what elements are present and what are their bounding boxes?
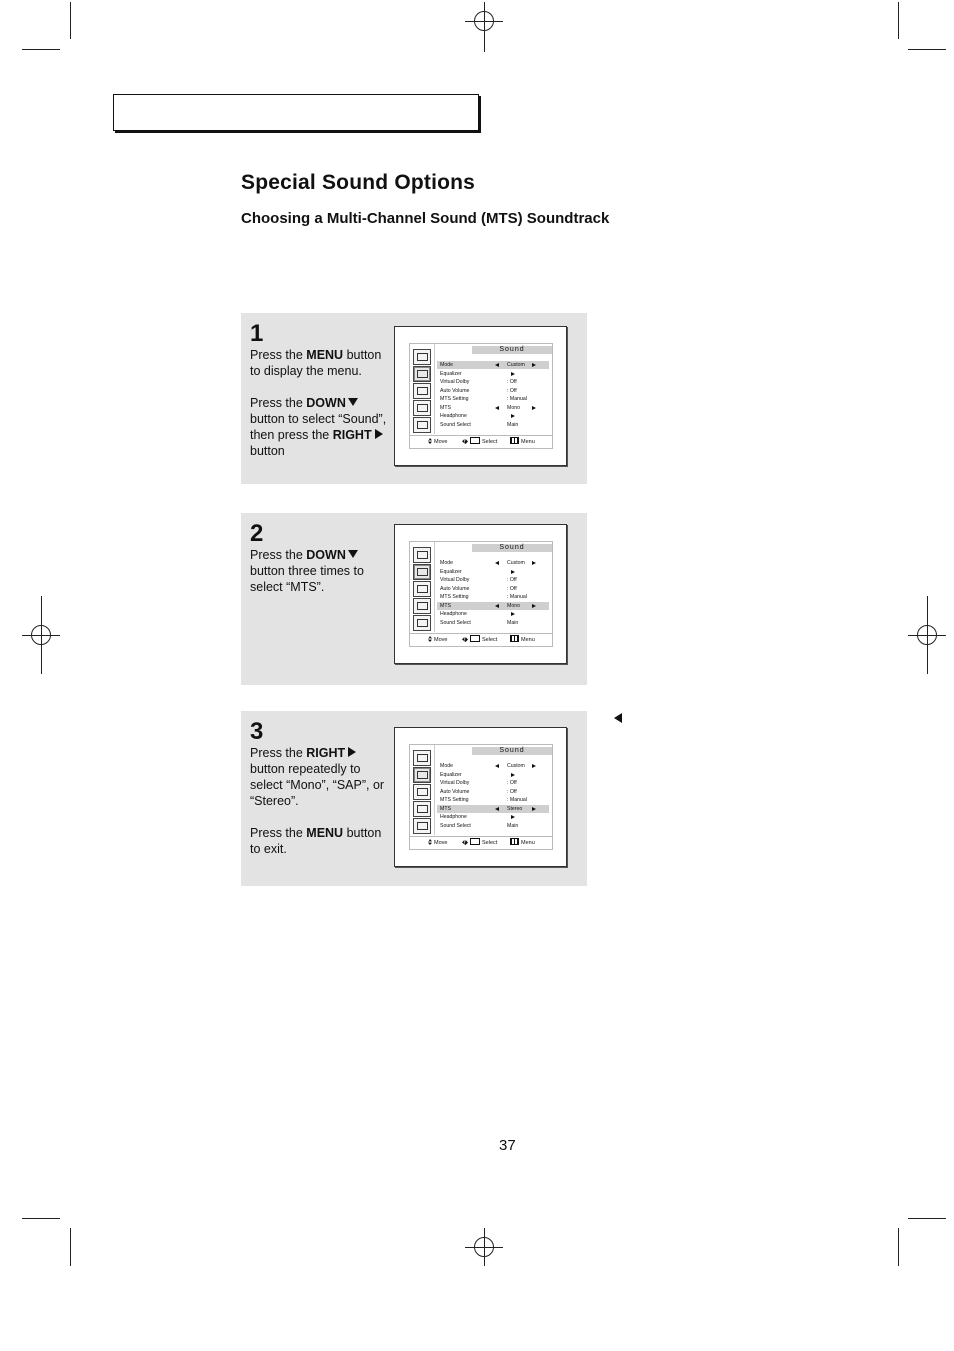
step-instructions: Press the DOWN button three times to select “MTS”. xyxy=(250,548,364,594)
crop-mark xyxy=(22,49,60,50)
osd-row-virtual-dolby[interactable]: Virtual Dolby : Off xyxy=(440,780,517,786)
osd-row-sound-select[interactable]: Sound Select Main xyxy=(440,619,519,626)
right-arrow-icon xyxy=(348,747,356,757)
osd-row-auto-volume[interactable]: Auto Volume : Off xyxy=(440,585,517,592)
step-instructions: Press the RIGHT button repeatedly to select “Mono”, “SAP”, or “Stereo”. Press the MENU button to exit. xyxy=(250,746,385,856)
chapter-header-box xyxy=(113,94,479,131)
up-down-icon xyxy=(428,839,432,845)
crop-mark xyxy=(898,1228,899,1266)
input-icon xyxy=(413,818,431,834)
sound-icon xyxy=(413,767,431,783)
right-arrow-icon xyxy=(511,773,515,777)
step-number: 3 xyxy=(250,718,264,745)
input-icon xyxy=(413,615,431,631)
crop-mark xyxy=(70,1228,71,1266)
channel-icon xyxy=(413,784,431,800)
step-panel-3 xyxy=(241,711,587,886)
osd-row-mts[interactable]: MTS Stereo xyxy=(437,805,549,813)
osd-row-sound-select[interactable]: Sound Select Main xyxy=(440,822,519,829)
down-arrow-icon xyxy=(348,550,358,558)
left-arrow-icon xyxy=(495,561,499,565)
tv-screen xyxy=(394,524,567,664)
step-number: 1 xyxy=(250,320,264,347)
menu-icon xyxy=(510,437,519,444)
sound-osd-menu xyxy=(409,541,553,647)
up-down-icon xyxy=(428,438,432,444)
step-instructions: Press the MENU button to display the menu. Press the DOWN button to select “Sound”, then press the RIGHT button xyxy=(250,348,387,458)
left-arrow-icon xyxy=(495,764,499,768)
osd-row-mts-setting[interactable]: MTS Setting : Manual xyxy=(440,396,527,402)
channel-icon xyxy=(413,581,431,597)
sound-icon xyxy=(413,564,431,580)
up-down-icon xyxy=(428,636,432,642)
picture-icon xyxy=(413,547,431,563)
osd-row-auto-volume[interactable]: Auto Volume : Off xyxy=(440,387,517,394)
osd-row-headphone[interactable]: Headphone xyxy=(437,813,549,821)
osd-row-headphone[interactable]: Headphone xyxy=(437,610,549,618)
right-arrow-icon xyxy=(532,561,536,565)
setup-icon xyxy=(413,598,431,614)
enter-icon xyxy=(470,838,480,845)
osd-title: Sound xyxy=(472,747,552,755)
left-right-icon xyxy=(462,439,468,444)
crop-mark xyxy=(908,49,946,50)
right-arrow-icon xyxy=(532,604,536,608)
registration-line xyxy=(484,40,485,52)
step-panel-1 xyxy=(241,313,587,484)
osd-title: Sound xyxy=(472,544,552,552)
crop-mark xyxy=(70,2,71,39)
right-arrow-icon xyxy=(532,807,536,811)
right-arrow-icon xyxy=(511,815,515,819)
left-right-icon xyxy=(462,637,468,642)
left-arrow-icon xyxy=(614,713,622,723)
osd-row-virtual-dolby[interactable]: Virtual Dolby : Off xyxy=(440,577,517,583)
tv-screen xyxy=(394,326,567,466)
osd-icon-column xyxy=(410,745,435,835)
left-arrow-icon xyxy=(495,363,499,367)
osd-row-headphone[interactable]: Headphone xyxy=(437,412,549,420)
osd-row-equalizer[interactable]: Equalizer xyxy=(437,771,549,779)
osd-row-equalizer[interactable]: Equalizer xyxy=(437,568,549,576)
osd-row-virtual-dolby[interactable]: Virtual Dolby : Off xyxy=(440,379,517,385)
down-arrow-icon xyxy=(348,398,358,406)
osd-row-mode[interactable]: Mode Custom xyxy=(437,559,549,567)
right-arrow-icon xyxy=(532,764,536,768)
right-arrow-icon xyxy=(511,372,515,376)
enter-icon xyxy=(470,635,480,642)
tv-screen xyxy=(394,727,567,867)
osd-row-mts-setting[interactable]: MTS Setting : Manual xyxy=(440,594,527,600)
step-number: 2 xyxy=(250,520,264,547)
osd-row-mode[interactable]: Mode Custom xyxy=(437,361,549,369)
left-arrow-icon xyxy=(495,604,499,608)
osd-footer: Move Select Menu xyxy=(410,836,552,849)
osd-row-mts-setting[interactable]: MTS Setting : Manual xyxy=(440,797,527,803)
osd-footer: Move Select Menu xyxy=(410,633,552,646)
step-panel-2 xyxy=(241,513,587,685)
menu-icon xyxy=(510,838,519,845)
registration-line xyxy=(927,596,928,674)
page-number: 37 xyxy=(499,1137,516,1154)
osd-row-mode[interactable]: Mode Custom xyxy=(437,762,549,770)
registration-mark xyxy=(465,1228,503,1266)
osd-row-mts[interactable]: MTS Mono xyxy=(437,602,549,610)
setup-icon xyxy=(413,801,431,817)
sound-osd-menu xyxy=(409,343,553,449)
crop-mark xyxy=(898,2,899,39)
picture-icon xyxy=(413,349,431,365)
page-title: Special Sound Options xyxy=(241,171,476,194)
registration-line xyxy=(41,596,42,674)
picture-icon xyxy=(413,750,431,766)
channel-icon xyxy=(413,383,431,399)
osd-icon-column xyxy=(410,542,435,632)
osd-row-equalizer[interactable]: Equalizer xyxy=(437,370,549,378)
left-arrow-icon xyxy=(495,406,499,410)
page-subtitle: Choosing a Multi-Channel Sound (MTS) Soundtrack xyxy=(241,210,610,227)
registration-mark xyxy=(465,2,503,40)
enter-icon xyxy=(470,437,480,444)
right-arrow-icon xyxy=(532,363,536,367)
sound-icon xyxy=(413,366,431,382)
osd-icon-column xyxy=(410,344,435,434)
sound-osd-menu xyxy=(409,744,553,850)
crop-mark xyxy=(22,1218,60,1219)
osd-title: Sound xyxy=(472,346,552,354)
osd-row-auto-volume[interactable]: Auto Volume : Off xyxy=(440,788,517,795)
right-arrow-icon xyxy=(511,570,515,574)
osd-row-sound-select[interactable]: Sound Select Main xyxy=(440,421,519,428)
osd-footer: Move Select Menu xyxy=(410,435,552,448)
right-arrow-icon xyxy=(375,429,383,439)
osd-row-mts[interactable]: MTS Mono xyxy=(437,404,549,412)
right-arrow-icon xyxy=(532,406,536,410)
input-icon xyxy=(413,417,431,433)
right-arrow-icon xyxy=(511,612,515,616)
right-arrow-icon xyxy=(511,414,515,418)
left-right-icon xyxy=(462,840,468,845)
setup-icon xyxy=(413,400,431,416)
left-arrow-icon xyxy=(495,807,499,811)
menu-icon xyxy=(510,635,519,642)
crop-mark xyxy=(908,1218,946,1219)
